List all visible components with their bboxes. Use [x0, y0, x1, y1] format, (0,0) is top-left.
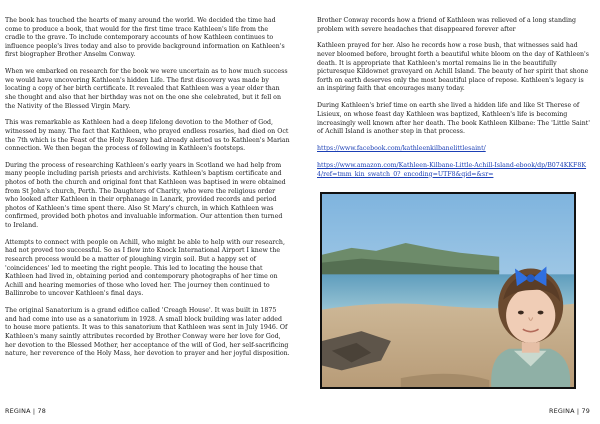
left-paragraph-4: During the process of researching Kathleen's early years in Scotland we had help from many people including parish priests and archivists. Kathleen's baptism certificate and photos of both the church and original font that Kathleen was baptised in were obtained from St John's church, Perth. The Daughters of Charity, who were the religious order who looked after Kathleen in their orphanage in Lanark, provided records and period photos of Kathleen's time spent there. Also St Mary's church, in which Kathleen was confirmed, provided both photos and invaluable information. Our attention then turned to Ireland.: [5, 161, 286, 230]
beach-portrait-image: [322, 194, 574, 387]
left-paragraph-6: The original Sanatorium is a grand edifice called 'Creagh House'. It was built in 1875 and had come into use as a sanatorium in 1928. A small block building was later added to house more patients. It was to this sanatorium that Kathleen was sent in July 1946. Of Kathleen's many saintly attributes recorded by Brother Conway were her love for God, her devotion to the Blessed Mother, her acceptance of the will of God, her self-sacrificing nature, her reverence of the Holy Mass, her devotion to prayer and her joyful disposition.: [5, 307, 290, 358]
left-page-footer: REGINA | 78: [5, 407, 47, 415]
amazon-link[interactable]: https://www.amazon.com/Kathleen-Kilbane-Little-Achill-Island-ebook/dp/B074KKF8K4/ref=tmm_kin_swatch_0?_encoding=UTF8&qid=&sr=: [317, 161, 587, 178]
left-paragraph-2: When we embarked on research for the book we were uncertain as to how much success we would have uncovering Kathleen's hidden Life. The first discovery was made by locating a copy of her birth certificate. It revealed that Kathleen was a year older than she thought and also that her birthday was not on the one she celebrated, but it fell on the Nativity of the Blessed Virgin Mary.: [5, 68, 288, 110]
left-paragraph-1: The book has touched the hearts of many around the world. We decided the time had come to produce a book, that would for the first time trace Kathleen's life from the cradle to the grave. To include contemporary accounts of how Kathleen continues to influence people's lives today and also to provide background information on Kathleen's first biographer Brother Anselm Conway.: [5, 17, 285, 59]
right-paragraph-3: During Kathleen's brief time on earth she lived a hidden life and like St Therese of Lisieux, on whose feast day Kathleen was baptized, Kathleen's life is becoming increasingly well known after her death. The book Kathleen Kilbane: The 'Little Saint' of Achill Island is another step in that process.: [317, 102, 590, 136]
kathleen-photo: [320, 192, 576, 389]
right-page-footer: REGINA | 79: [548, 407, 590, 415]
left-paragraph-5: Attempts to connect with people on Achill, who might be able to help with our research, had not proved too successful. So as I flew into Knock International Airport I knew the research process would be a matter of ploughing virgin soil. But a happy set of 'coincidences' led to meeting the right people. This led to locating the house that Kathleen had lived in, obtaining period and contemporary photographs of her time on Achill and hearing memories of those who loved her. The journey then continued to Ballinrobe to uncover Kathleen's final days.: [5, 238, 285, 298]
facebook-link[interactable]: https://www.facebook.com/kathleenkilbanelittlesaint/: [317, 145, 486, 153]
right-paragraph-1: Brother Conway records how a friend of Kathleen was relieved of a long standing problem with severe headaches that disappeared forever after: [317, 17, 577, 33]
left-paragraph-3: This was remarkable as Kathleen had a deep lifelong devotion to the Mother of God, witnessed by many. The fact that Kathleen, who prayed endless rosaries, had died on Oct the 7th which is the Feast of the Holy Rosary had already alerted us to Kathleen's Marian connection. We then began the process of following in Kathleen's footsteps.: [5, 119, 290, 153]
right-paragraph-2: Kathleen prayed for her. Also he records how a rose bush, that witnesses said had never bloomed before, brought forth a beautiful white bloom on the day of Kathleen's death. It is appropriate that Kathleen's mortal remains lie in the beautifully picturesque Kildownet graveyard on Achill Island. The beauty of her spirit that shone forth on earth deserves only the most beautiful place of repose. Kathleen's legacy is an inspiring faith that encourages many today.: [317, 42, 589, 93]
